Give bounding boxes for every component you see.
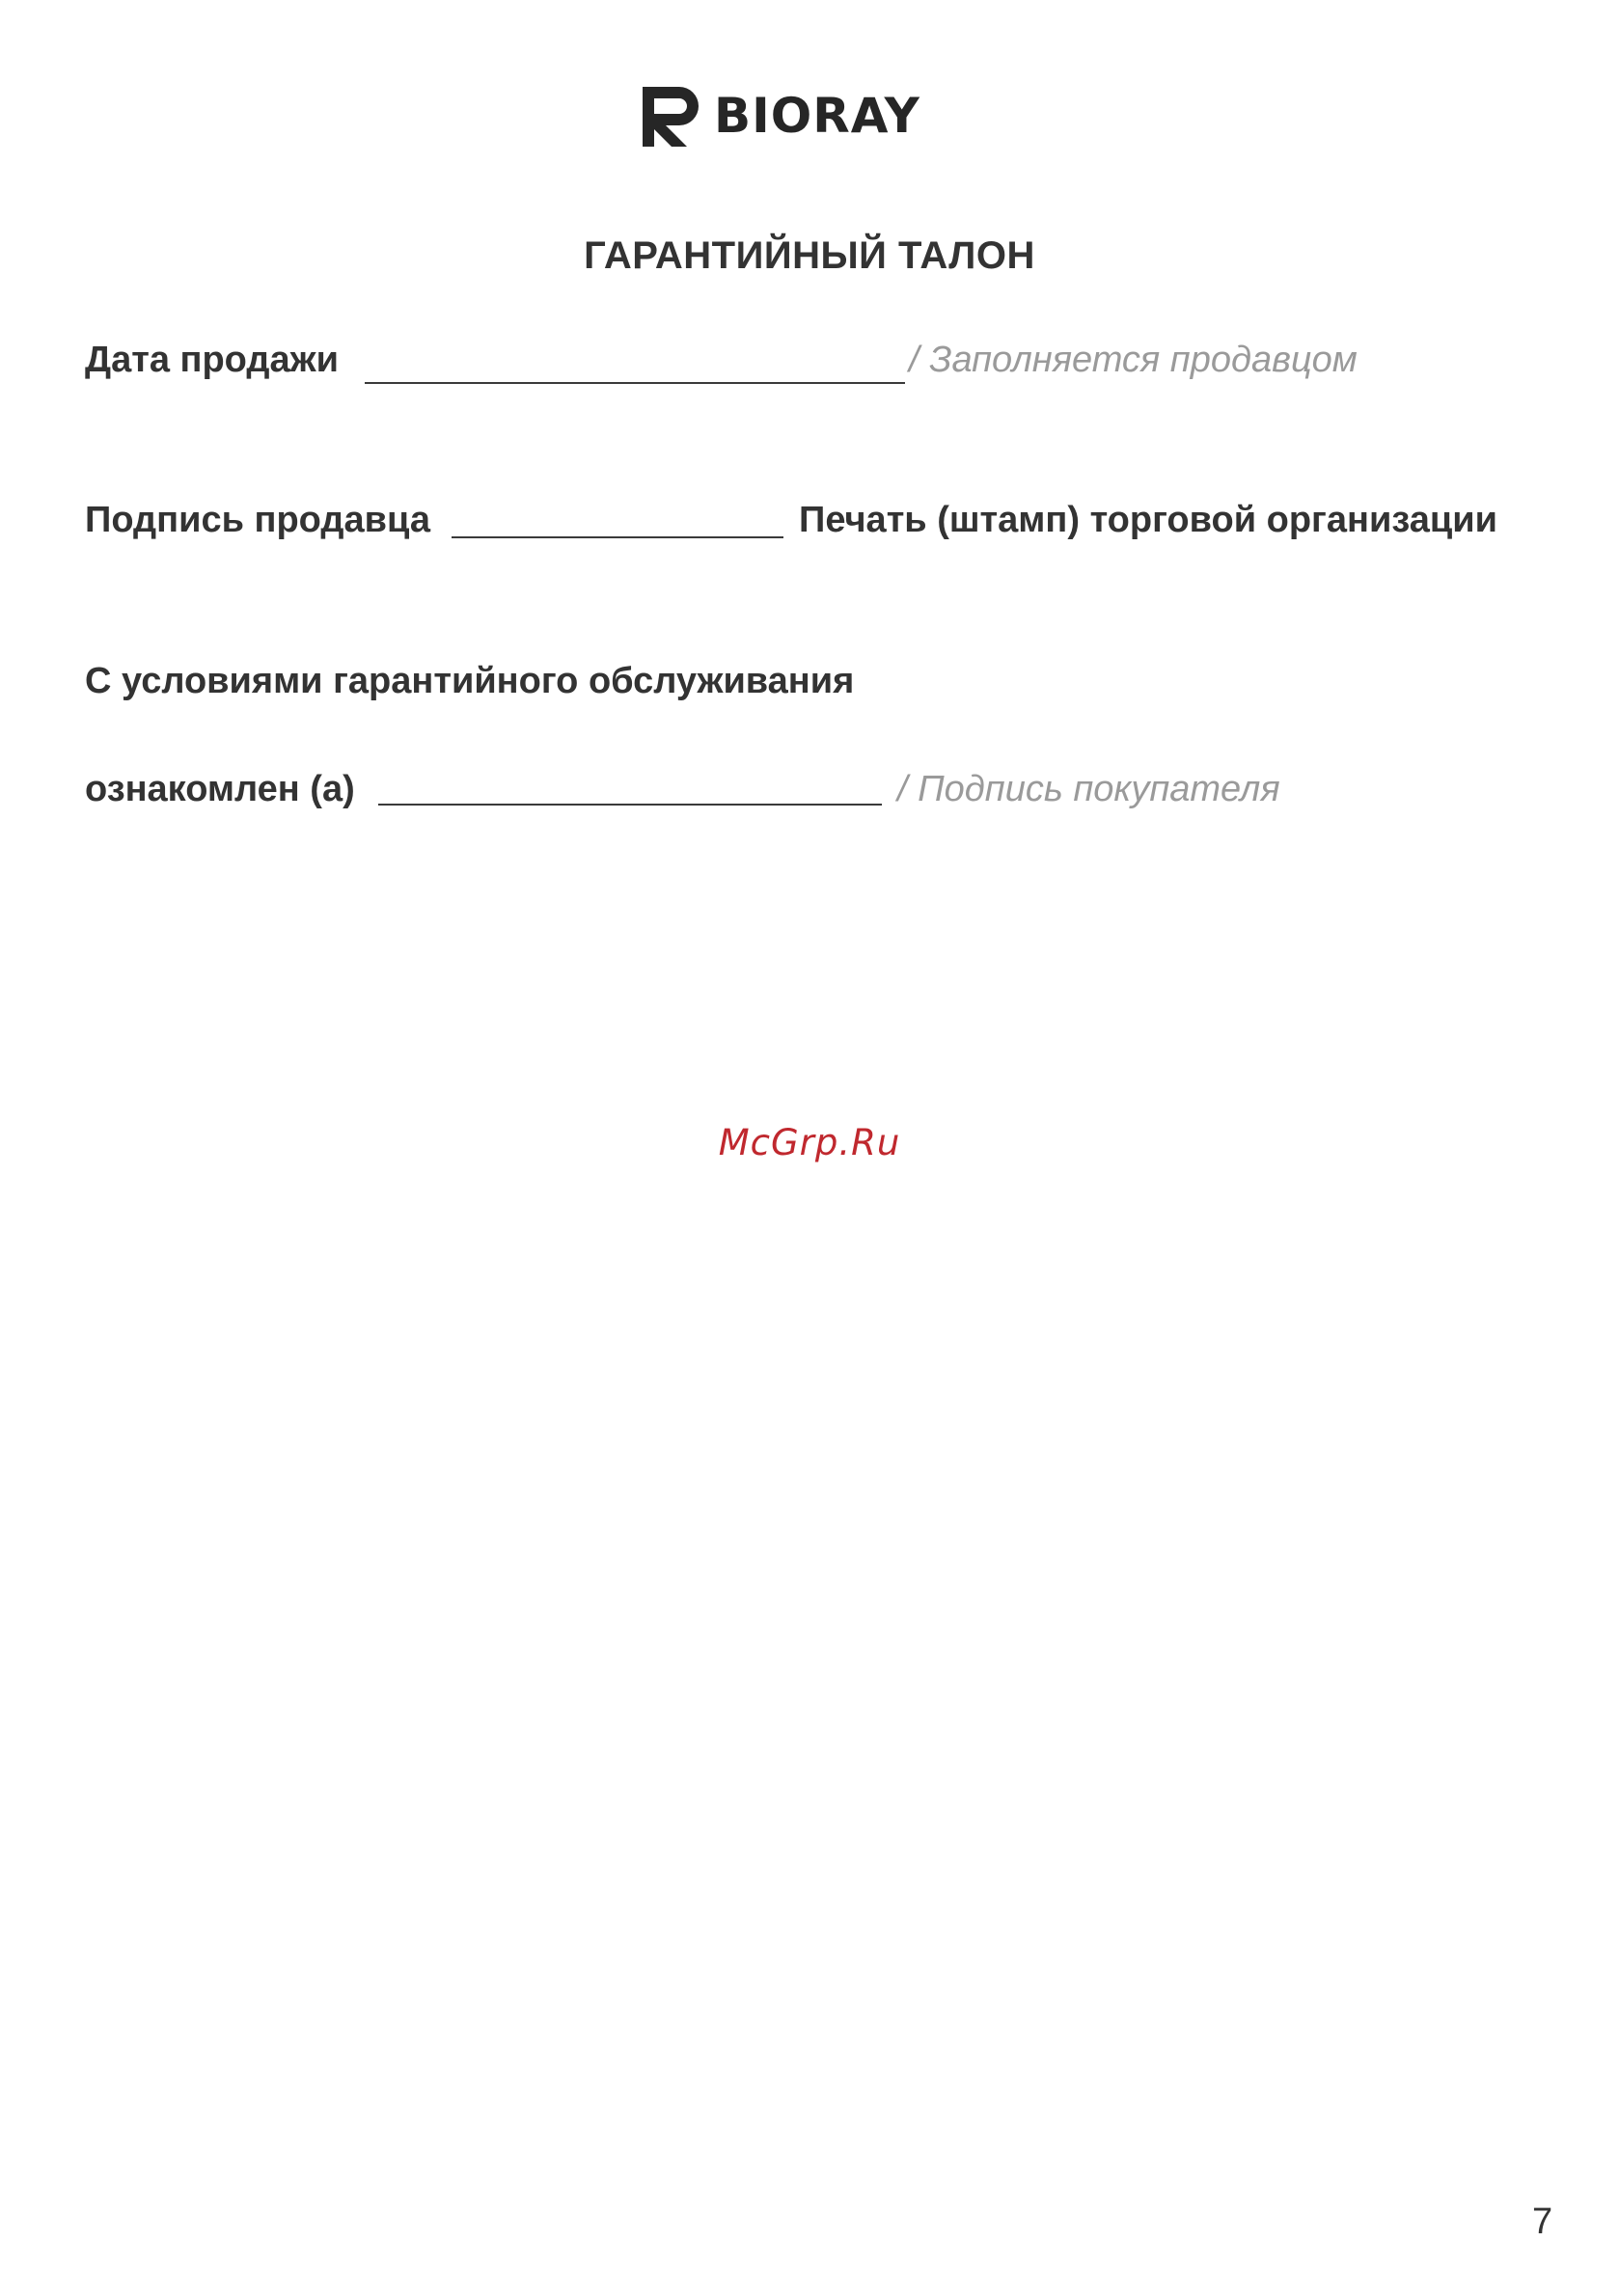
seller-signature-label: Подпись продавца <box>85 500 430 540</box>
page-number: 7 <box>1532 2201 1553 2242</box>
sale-date-field[interactable] <box>365 382 905 384</box>
watermark: McGrp.Ru <box>718 1122 901 1163</box>
terms-text: С условиями гарантийного обслуживания <box>85 661 855 701</box>
brand-logo <box>637 77 920 154</box>
sale-date-label: Дата продажи <box>85 340 339 380</box>
stamp-label: Печать (штамп) торговой организации <box>799 500 1497 540</box>
seller-signature-field[interactable] <box>452 536 783 538</box>
bioray-logo-icon <box>637 81 706 150</box>
buyer-signature-field[interactable] <box>378 804 882 806</box>
acknowledged-label: ознакомлен (а) <box>85 769 355 809</box>
form-title: ГАРАНТИЙНЫЙ ТАЛОН <box>584 234 1035 277</box>
brand-name: BIORAY <box>714 88 920 144</box>
buyer-signature-hint: / Подпись покупателя <box>897 769 1280 809</box>
sale-date-hint: / Заполняется продавцом <box>909 340 1358 380</box>
